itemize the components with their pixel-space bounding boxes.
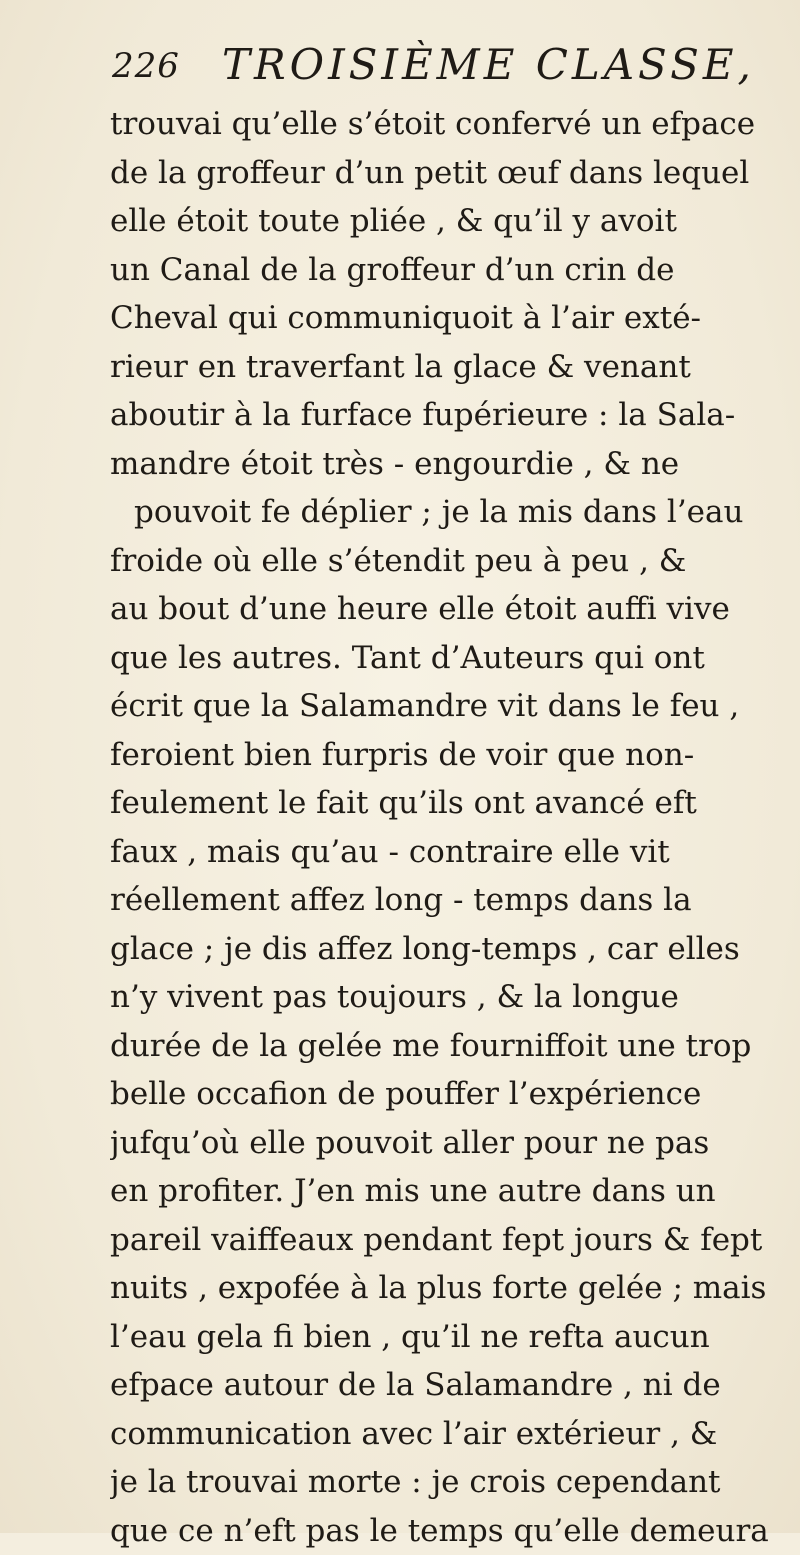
text-line: je la trouvai morte : je crois cependant	[110, 1458, 800, 1507]
text-line: au bout d’une heure elle étoit auffi vive	[110, 585, 800, 634]
text-line: nuits , expofée à la plus forte gelée ; mais	[110, 1264, 800, 1313]
text-line: un Canal de la groffeur d’un crin de	[110, 246, 800, 295]
text-line: Cheval qui communiquoit à l’air exté-	[110, 294, 800, 343]
page-number: 226	[112, 46, 180, 86]
text-line: pareil vaiffeaux pendant fept jours & fept	[110, 1216, 800, 1265]
text-line: faux , mais qu’au - contraire elle vit	[110, 828, 800, 877]
text-line: que les autres. Tant d’Auteurs qui ont	[110, 634, 800, 683]
text-line: feulement le fait qu’ils ont avancé eft	[110, 779, 800, 828]
text-line: rieur en traverfant la glace & venant	[110, 343, 800, 392]
text-line: communication avec l’air extérieur , &	[110, 1410, 800, 1459]
text-line: en profiter. J’en mis une autre dans un	[110, 1167, 800, 1216]
text-line: pouvoit fe déplier ; je la mis dans l’eau	[110, 488, 800, 537]
text-line: trouvai qu’elle s’étoit confervé un efpace	[110, 100, 800, 149]
text-line: aboutir à la furface fupérieure : la Sala-	[110, 391, 800, 440]
text-line: elle étoit toute pliée , & qu’il y avoit	[110, 197, 800, 246]
text-line: mandre étoit très - engourdie , & ne	[110, 440, 800, 489]
text-line: écrit que la Salamandre vit dans le feu ,	[110, 682, 800, 731]
text-line: réellement affez long - temps dans la	[110, 876, 800, 925]
text-line: efpace autour de la Salamandre , ni de	[110, 1361, 800, 1410]
text-line: que ce n’eft pas le temps qu’elle demeura	[110, 1507, 800, 1555]
running-title: TROISIÈME CLASSE,	[222, 40, 755, 89]
page-header	[112, 40, 772, 100]
text-line: glace ; je dis affez long-temps , car elles	[110, 925, 800, 974]
text-line: l’eau gela fi bien , qu’il ne refta aucun	[110, 1313, 800, 1362]
text-line: froide où elle s’étendit peu à peu , &	[110, 537, 800, 586]
text-line: durée de la gelée me fourniffoit une trop	[110, 1022, 800, 1071]
text-line: jufqu’où elle pouvoit aller pour ne pas	[110, 1119, 800, 1168]
text-line: belle occafion de pouffer l’expérience	[110, 1070, 800, 1119]
text-line: n’y vivent pas toujours , & la longue	[110, 973, 800, 1022]
text-line: feroient bien furpris de voir que non-	[110, 731, 800, 780]
body-text	[110, 100, 800, 1555]
text-line: de la groffeur d’un petit œuf dans lequel	[110, 149, 800, 198]
